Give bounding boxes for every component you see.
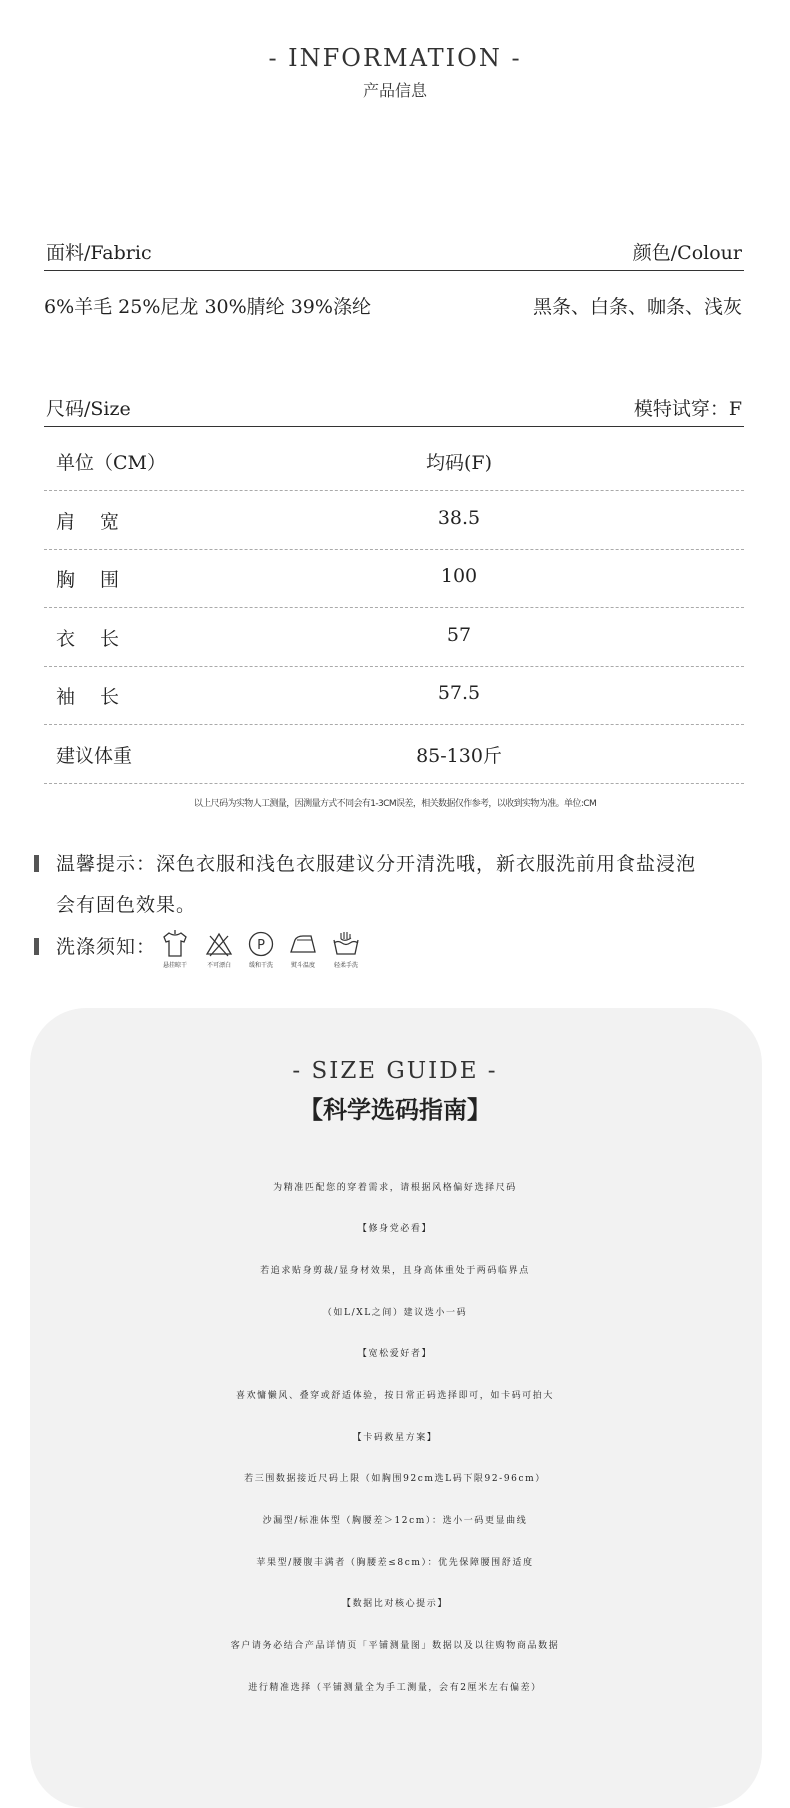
warm-tip-line1: 温馨提示：深色衣服和浅色衣服建议分开清洗哦，新衣服洗前用食盐浸泡 [56, 853, 697, 875]
unit-header: 单位（CM） [56, 452, 166, 474]
svg-text:P: P [257, 938, 265, 953]
hang-dry-icon [160, 930, 190, 958]
guide-line: 若追求贴身剪裁/显身材效果，且身高体重处于两码临界点 [260, 1266, 530, 1276]
row-value-chest: 100 [440, 565, 478, 587]
guide-line: 苹果型/腰腹丰满者（胸腰差≤8cm）：优先保障腰围舒适度 [256, 1558, 534, 1568]
size-f-header: 均码(F) [425, 452, 492, 474]
guide-title: - SIZE GUIDE - [292, 1058, 498, 1084]
row-label-shoulder: 肩 宽 [56, 511, 120, 533]
model-size-label: 模特试穿：F [633, 398, 742, 420]
row-value-length: 57 [446, 624, 472, 646]
table-row [44, 491, 744, 550]
care-item [153, 930, 197, 969]
guide-line: 进行精准选择（平铺测量全为手工测量，会有2厘米左右偏差） [248, 1683, 542, 1693]
row-value-shoulder: 38.5 [437, 507, 481, 529]
warm-tip-line2: 会有固色效果。 [56, 894, 197, 916]
guide-section-heading: 【修身党必看】 [357, 1224, 433, 1234]
row-label-sleeve: 袖 长 [56, 686, 120, 708]
iron-icon [287, 930, 319, 958]
table-row [44, 666, 744, 725]
row-label-weight: 建议体重 [56, 745, 133, 767]
row-label-length: 衣 长 [56, 628, 120, 650]
care-item [197, 930, 241, 969]
fabric-value: 6%羊毛 25%尼龙 30%腈纶 39%涤纶 [44, 296, 371, 318]
table-row [44, 725, 744, 784]
care-item [239, 930, 283, 969]
info-subtitle: 产品信息 [362, 81, 427, 100]
size-header [44, 390, 744, 427]
guide-section-heading: 【卡码救星方案】 [352, 1433, 438, 1443]
colour-label: 颜色/Colour [632, 242, 742, 264]
care-item [324, 930, 368, 969]
guide-line: 客户请务必结合产品详情页「平铺测量图」数据以及以往购物商品数据 [230, 1641, 560, 1651]
guide-line: 沙漏型/标准体型（胸腰差＞12cm）：选小一码更显曲线 [262, 1516, 528, 1526]
dry-clean-p-icon [246, 930, 276, 958]
guide-line: 若三围数据接近尺码上限（如胸围92cm选L码下限92-96cm） [244, 1474, 546, 1484]
guide-section-heading: 【数据比对核心提示】 [341, 1599, 448, 1609]
care-label: 不可漂白 [206, 962, 231, 969]
tip-marker [34, 855, 39, 872]
guide-line: 为精准匹配您的穿着需求，请根据风格偏好选择尺码 [273, 1183, 517, 1193]
care-label: 熨斗温度 [290, 962, 315, 969]
care-item [281, 930, 325, 969]
row-label-chest: 胸 围 [56, 569, 120, 591]
fabric-colour-header [44, 234, 744, 271]
fabric-label: 面料/Fabric [46, 242, 152, 264]
colour-value: 黑条、白条、咖条、浅灰 [532, 296, 742, 318]
table-row [44, 608, 744, 667]
table-header-row [44, 432, 744, 491]
no-bleach-icon [204, 930, 234, 958]
row-value-weight: 85-130斤 [416, 745, 502, 767]
row-value-sleeve: 57.5 [437, 682, 481, 704]
size-note: 以上尺码为实物人工测量，因测量方式不同会有1-3CM误差，相关数据仅作参考，以收到实物为准。单位:CM [193, 799, 597, 809]
wash-marker [34, 938, 39, 955]
guide-section-heading: 【宽松爱好者】 [357, 1349, 433, 1359]
wash-label: 洗涤须知： [56, 936, 157, 958]
size-label: 尺码/Size [46, 398, 131, 420]
care-label: 缓和干洗 [248, 962, 273, 969]
guide-line: （如L/XL之间）建议选小一码 [322, 1308, 468, 1318]
guide-subtitle: 【科学选码指南】 [299, 1095, 491, 1124]
guide-line: 喜欢慵懒风、叠穿或舒适体验，按日常正码选择即可，如卡码可拍大 [235, 1391, 554, 1401]
info-title: - INFORMATION - [268, 44, 522, 72]
table-row [44, 549, 744, 608]
care-label: 轻柔手洗 [333, 962, 358, 969]
care-label: 悬挂晾干 [162, 962, 187, 969]
hand-wash-icon [331, 930, 361, 958]
